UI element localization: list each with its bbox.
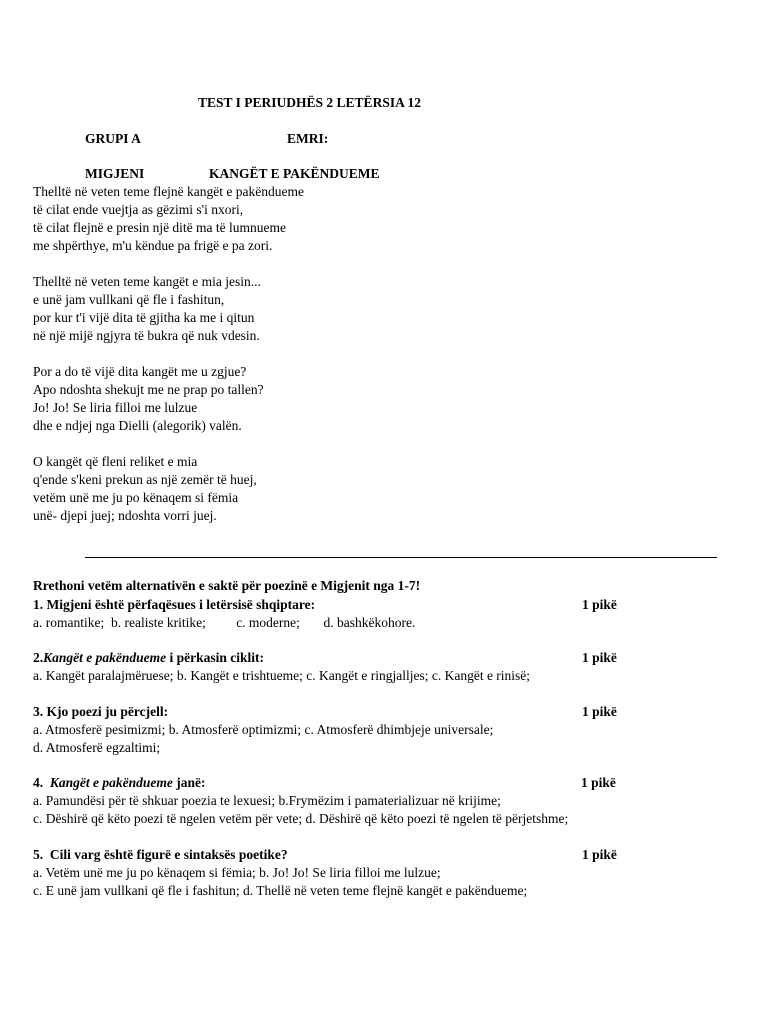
- question-points: 1 pikë: [582, 847, 617, 862]
- group-label: GRUPI A: [85, 131, 141, 146]
- poem-line: O kangët që fleni reliket e mia: [33, 454, 198, 469]
- question-number: 1.: [33, 597, 47, 612]
- question-points: 1 pikë: [582, 650, 617, 665]
- question-number: 5.: [33, 847, 50, 862]
- poem-line: në një mijë ngjyra të bukra që nuk vdesin.: [33, 328, 260, 343]
- question-points: 1 pikë: [582, 597, 617, 612]
- instructions: Rrethoni vetëm alternativën e saktë për poezinë e Migjenit nga 1-7!: [33, 578, 421, 593]
- poem-line: vetëm unë me ju po kënaqem si fëmia: [33, 490, 239, 505]
- poem-line: por kur t'i vijë dita të gjitha ka me i qitun: [33, 310, 255, 325]
- name-label: EMRI:: [287, 131, 329, 146]
- poem-line: dhe e ndjej nga Dielli (alegorik) valën.: [33, 418, 242, 433]
- question-text: i përkasin ciklit:: [166, 650, 265, 665]
- answer-options: a. Atmosferë pesimizmi; b. Atmosferë optimizmi; c. Atmosferë dhimbjeje universale;: [33, 722, 494, 737]
- question-points: 1 pikë: [582, 704, 617, 719]
- poem-line: Apo ndoshta shekujt me ne prap po tallen?: [33, 382, 264, 397]
- question-text: janë:: [172, 775, 206, 790]
- poem-line: Thelltë në veten teme flejnë kangët e pakëndueme: [33, 184, 304, 199]
- question-points: 1 pikë: [581, 775, 616, 790]
- poem-line: Thelltë në veten teme kangët e mia jesin...: [33, 274, 261, 289]
- answer-options: c. Dëshirë që këto poezi të ngelen vetëm për vete; d. Dëshirë që këto poezi të ngelen të përjetshme;: [33, 811, 569, 826]
- answer-options: a. Pamundësi për të shkuar poezia te lexuesi; b.Frymëzim i pamaterializuar në krijime;: [33, 793, 501, 808]
- poem-title-italic: Kangët e pakëndueme: [49, 775, 173, 790]
- question-2: [33, 649, 733, 685]
- poem-line: q'ende s'keni prekun as një zemër të huej,: [33, 472, 257, 487]
- poem-body: [33, 183, 304, 525]
- answer-options: c. E unë jam vullkani që fle i fashitun; d. Thellë në veten teme flejnë kangët e pakëndueme;: [33, 883, 528, 898]
- poem-line: unë- djepi juej; ndoshta vorri juej.: [33, 508, 217, 523]
- poem-line: Por a do të vijë dita kangët me u zgjue?: [33, 364, 247, 379]
- poem-line: të cilat ende vuejtja as gëzimi s'i nxori,: [33, 202, 244, 217]
- question-number: 2.: [33, 650, 44, 665]
- question-text: Migjeni është përfaqësues i letërsisë shqiptare:: [46, 597, 316, 612]
- question-4: [33, 774, 733, 828]
- stanza-break: [33, 435, 304, 453]
- author-name: MIGJENI: [85, 166, 145, 181]
- poem-line: Jo! Jo! Se liria filloi me lulzue: [33, 400, 198, 415]
- question-text: Kjo poezi ju përcjell:: [46, 704, 169, 719]
- poem-title: KANGËT E PAKËNDUEME: [209, 166, 380, 181]
- divider: [85, 557, 717, 558]
- poem-line: të cilat flejnë e presin një ditë ma të lumnueme: [33, 220, 287, 235]
- question-number: 4.: [33, 775, 50, 790]
- answer-options: d. Atmosferë egzaltimi;: [33, 740, 161, 755]
- question-5: [33, 846, 733, 900]
- question-text: Cili varg është figurë e sintaksës poetike?: [49, 847, 288, 862]
- test-title: TEST I PERIUDHËS 2 LETËRSIA 12: [198, 95, 421, 110]
- question-3: [33, 703, 733, 757]
- answer-options: a. romantike; b. realiste kritike; c. moderne; d. bashkëkohore.: [33, 615, 416, 630]
- poem-line: me shpërthye, m'u këndue pa frigë e pa zori.: [33, 238, 273, 253]
- question-1: [33, 596, 733, 632]
- question-number: 3.: [33, 704, 47, 719]
- answer-options: a. Kangët paralajmëruese; b. Kangët e trishtueme; c. Kangët e ringjalljes; c. Kangët e rinisë;: [33, 668, 531, 683]
- stanza-break: [33, 345, 304, 363]
- stanza-break: [33, 255, 304, 273]
- poem-title-italic: Kangët e pakëndueme: [43, 650, 167, 665]
- answer-options: a. Vetëm unë me ju po kënaqem si fëmia; b. Jo! Jo! Se liria filloi me lulzue;: [33, 865, 441, 880]
- poem-line: e unë jam vullkani që fle i fashitun,: [33, 292, 225, 307]
